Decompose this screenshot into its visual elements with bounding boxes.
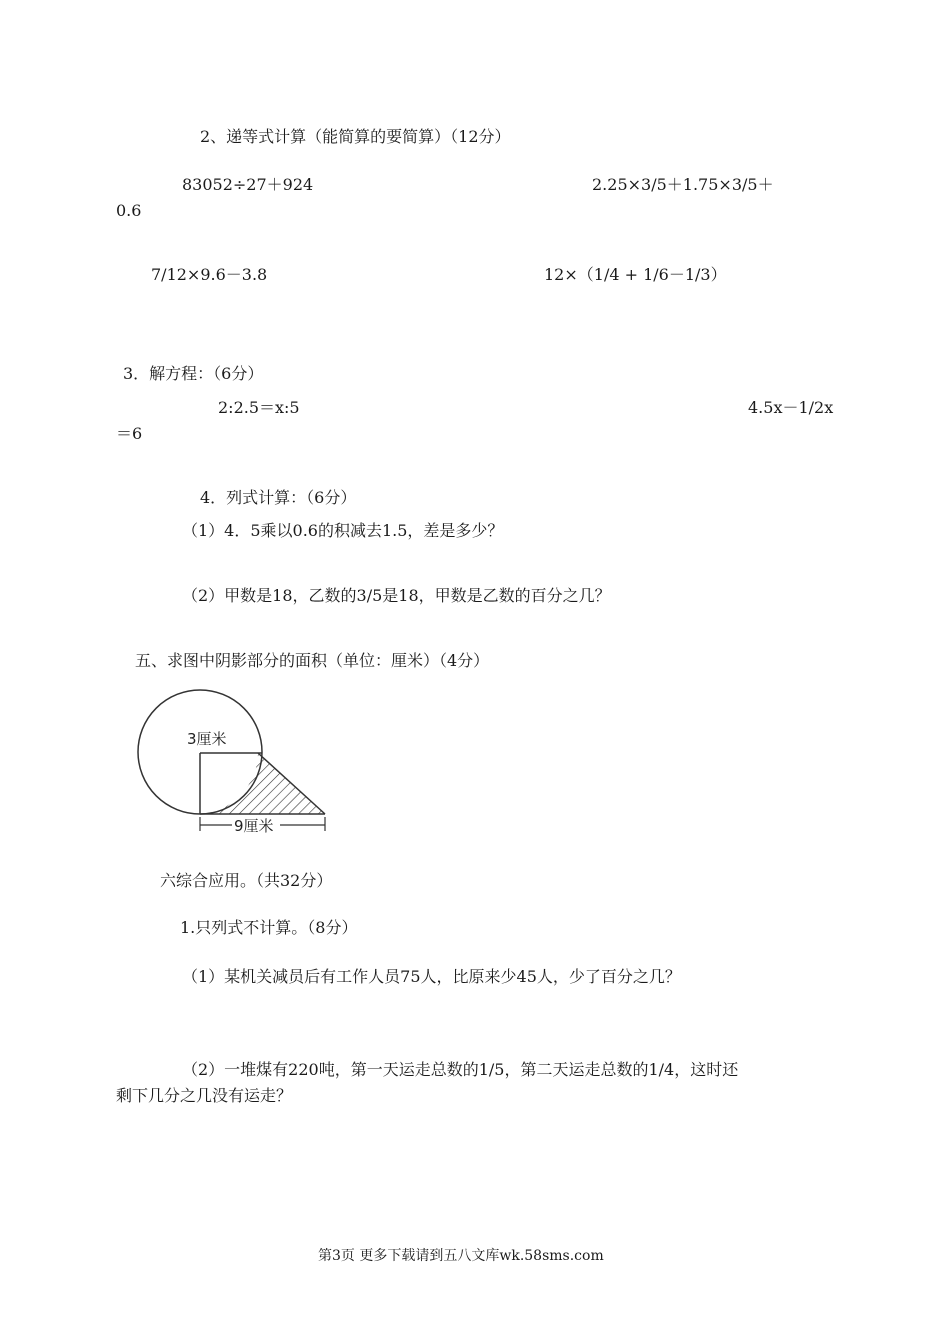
expression-3: 7/12×9.6－3.8	[151, 265, 268, 284]
section3-heading: 3．解方程：（6分）	[123, 364, 264, 383]
section6-question-2-line1: （2）一堆煤有220吨，第一天运走总数的1/5，第二天运走总数的1/4，这时还	[182, 1060, 739, 1079]
section6-sub1-heading: 1.只列式不计算。（8分）	[180, 918, 358, 937]
radius-label: 3厘米	[187, 730, 227, 748]
section4-heading: 4．列式计算：（6分）	[200, 488, 357, 507]
section2-heading: 2、递等式计算（能简算的要简算）（12分）	[200, 127, 511, 146]
expression-2-continued: 0.6	[116, 201, 142, 220]
expression-4: 12×（1/4 + 1/6－1/3）	[544, 265, 727, 284]
expression-1: 83052÷27＋924	[182, 175, 314, 194]
equation-2-continued: ＝6	[116, 424, 143, 443]
shaded-area-figure	[130, 685, 340, 840]
shaded-region	[200, 753, 325, 814]
page-footer: 第3页 更多下载请到五八文库wk.58sms.com	[318, 1248, 604, 1264]
section4-question-2: （2）甲数是18，乙数的3/5是18，甲数是乙数的百分之几？	[182, 586, 611, 605]
base-label: 9厘米	[234, 817, 274, 835]
expression-2: 2.25×3/5＋1.75×3/5＋	[592, 175, 774, 194]
section5-heading: 五、求图中阴影部分的面积（单位：厘米）（4分）	[135, 651, 490, 670]
equation-1: 2:2.5＝x:5	[218, 398, 300, 417]
section6-heading: 六综合应用。（共32分）	[160, 871, 333, 890]
section6-question-1: （1）某机关减员后有工作人员75人，比原来少45人，少了百分之几？	[182, 967, 681, 986]
section4-question-1: （1）4．5乘以0.6的积减去1.5，差是多少？	[182, 521, 504, 540]
section6-question-2-line2: 剩下几分之几没有运走？	[116, 1086, 293, 1105]
equation-2: 4.5x－1/2x	[748, 398, 834, 417]
